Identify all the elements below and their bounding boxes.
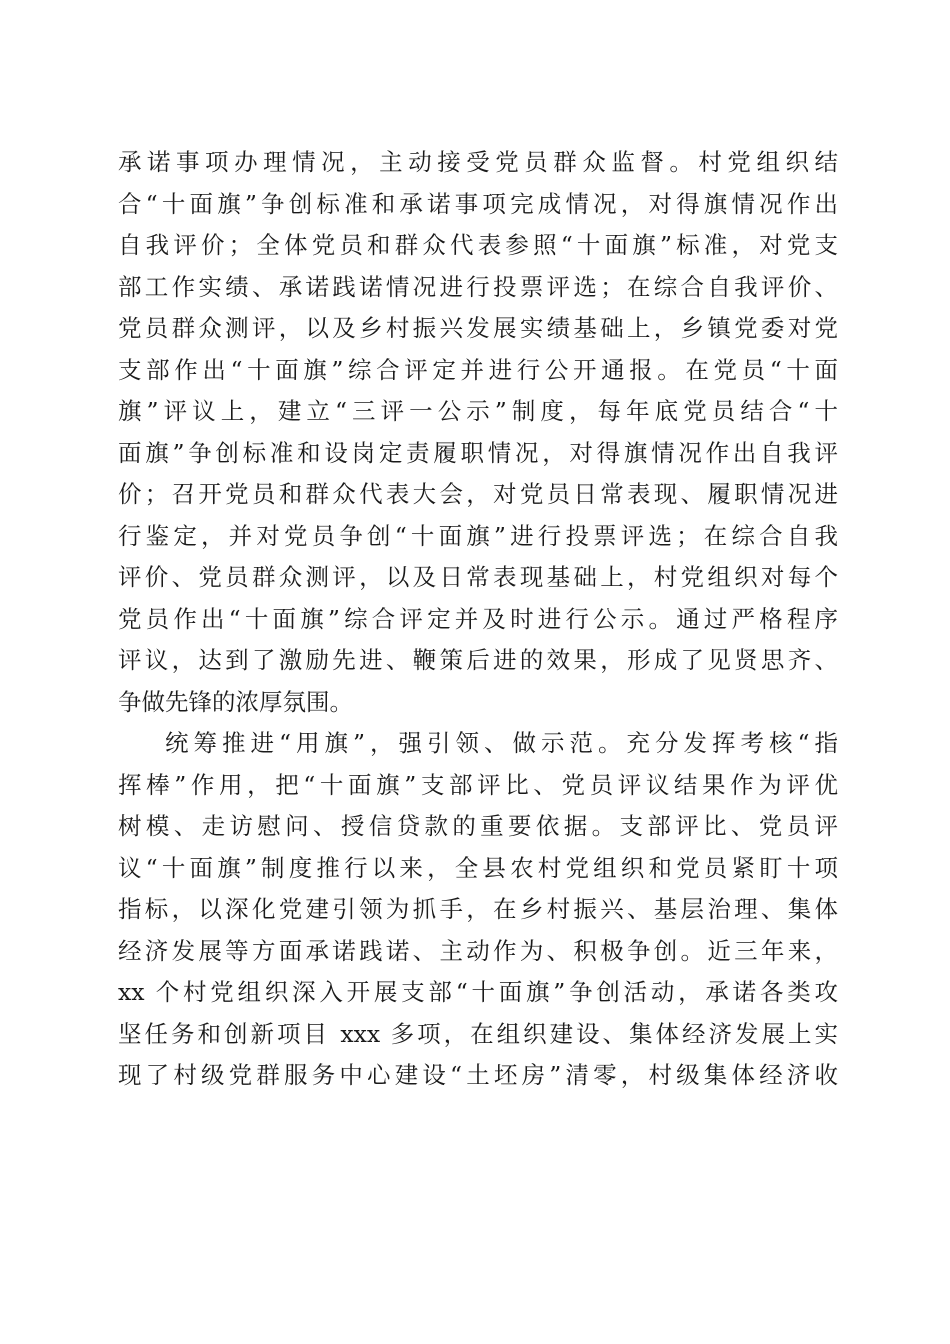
paragraph-1-line-5: 党员群众测评，以及乡村振兴发展实绩基础上，乡镇党委对党	[118, 314, 838, 342]
paragraph-1-line-10: 行鉴定，并对党员争创“十面旗”进行投票评选；在综合自我	[118, 521, 838, 550]
paragraph-2-line-2: 挥棒”作用，把“十面旗”支部评比、党员评议结果作为评优	[118, 770, 838, 799]
paragraph-2-line-8: 坚任务和创新项目 xxx 多项，在组织建设、集体经济发展上实	[118, 1019, 838, 1048]
paragraph-1-line-12: 党员作出“十面旗”综合评定并及时进行公示。通过严格程序	[118, 604, 838, 633]
document-body	[118, 142, 838, 1097]
paragraph-1-line-7: 旗”评议上，建立“三评一公示”制度，每年底党员结合“十	[118, 397, 838, 425]
paragraph-1-line-3: 自我评价；全体党员和群众代表参照“十面旗”标准，对党支	[118, 231, 838, 259]
paragraph-2-line-6: 经济发展等方面承诺践诺、主动作为、积极争创。近三年来，	[118, 936, 838, 965]
paragraph-2-line-1: 统筹推进“用旗”，强引领、做示范。充分发挥考核“指	[165, 729, 838, 757]
paragraph-1-line-8: 面旗”争创标准和设岗定责履职情况，对得旗情况作出自我评	[118, 438, 838, 467]
paragraph-2-line-3: 树模、走访慰问、授信贷款的重要依据。支部评比、党员评	[118, 812, 838, 840]
paragraph-2-line-7: xx 个村党组织深入开展支部“十面旗”争创活动，承诺各类攻	[118, 978, 838, 1006]
paragraph-1-line-6: 支部作出“十面旗”综合评定并进行公开通报。在党员“十面	[118, 355, 838, 384]
paragraph-1-line-11: 评价、党员群众测评，以及日常表现基础上，村党组织对每个	[118, 563, 838, 591]
paragraph-2-line-9: 现了村级党群服务中心建设“土坯房”清零，村级集体经济收	[118, 1061, 838, 1089]
paragraph-1-line-14: 争做先锋的浓厚氛围。	[118, 687, 353, 716]
paragraph-1-line-4: 部工作实绩、承诺践诺情况进行投票评选；在综合自我评价、	[118, 272, 838, 301]
paragraph-2-line-5: 指标，以深化党建引领为抓手，在乡村振兴、基层治理、集体	[118, 895, 838, 923]
paragraph-1-line-13: 评议，达到了激励先进、鞭策后进的效果，形成了见贤思齐、	[118, 646, 838, 674]
paragraph-1-line-1: 承诺事项办理情况，主动接受党员群众监督。村党组织结	[118, 148, 838, 176]
paragraph-1-line-9: 价；召开党员和群众代表大会，对党员日常表现、履职情况进	[118, 480, 838, 508]
paragraph-1-line-2: 合“十面旗”争创标准和承诺事项完成情况，对得旗情况作出	[118, 189, 838, 218]
paragraph-2-line-4: 议“十面旗”制度推行以来，全县农村党组织和党员紧盯十项	[118, 853, 838, 882]
